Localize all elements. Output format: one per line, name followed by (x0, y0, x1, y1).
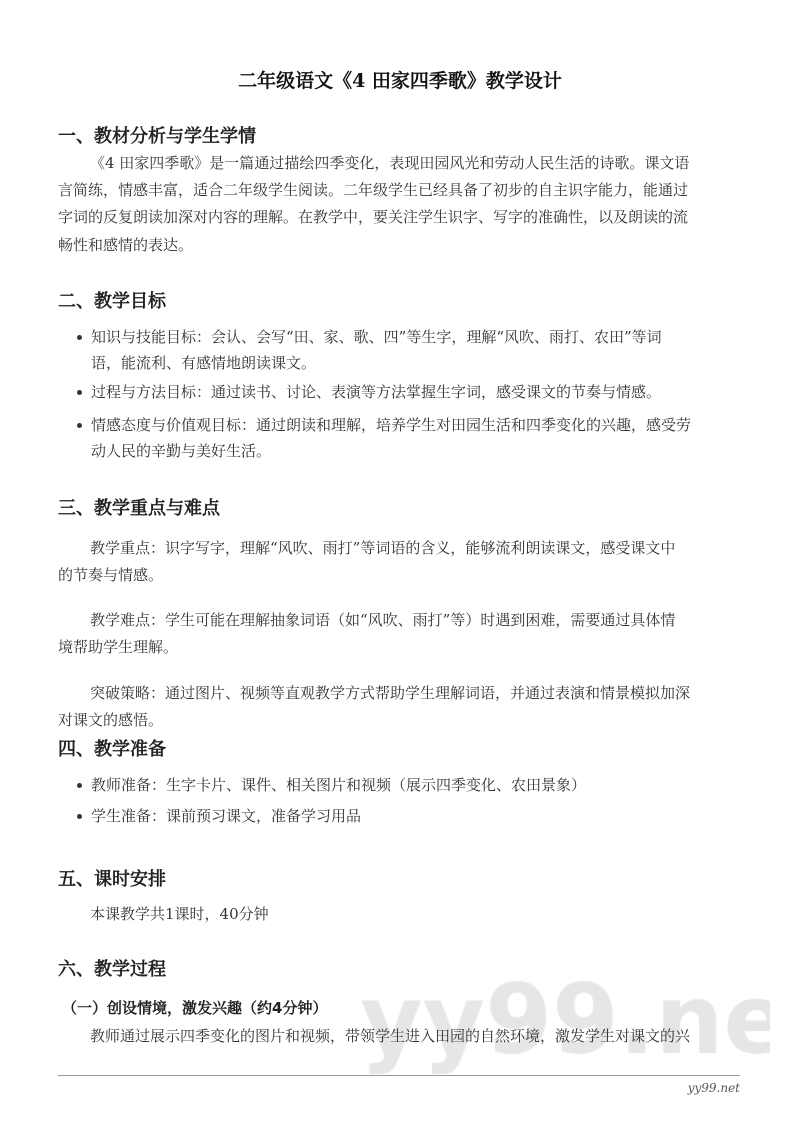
footer-divider (58, 1075, 740, 1076)
paragraph-line: 畅性和感情的表达。 (58, 236, 194, 254)
bullet-icon (77, 814, 82, 819)
bullet-line: 语，能流利、有感情地朗读课文。 (91, 354, 317, 372)
paragraph-line: 境帮助学生理解。 (58, 638, 179, 656)
bullet-icon (77, 783, 82, 788)
subsection-heading: （一）创设情境，激发兴趣（约4分钟） (62, 999, 328, 1017)
bullet-line: 教师准备：生字卡片、课件、相关图片和视频（展示四季变化、农田景象） (91, 776, 587, 794)
section-heading: 六、教学过程 (58, 959, 166, 980)
bullet-icon (77, 335, 82, 340)
document-title: 二年级语文《4 田家四季歌》教学设计 (238, 70, 562, 92)
paragraph-line: 字词的反复朗读加深对内容的理解。在教学中，要关注学生识字、写字的准确性，以及朗读的流 (58, 208, 689, 226)
paragraph-line: 《4 田家四季歌》是一篇通过描绘四季变化，表现田园风光和劳动人民生活的诗歌。课文语 (90, 154, 690, 172)
section-heading: 四、教学准备 (58, 739, 166, 760)
section-heading: 五、课时安排 (58, 869, 166, 890)
paragraph-line: 的节奏与情感。 (58, 566, 164, 584)
bullet-line: 情感态度与价值观目标：通过朗读和理解，培养学生对田园生活和四季变化的兴趣，感受劳 (91, 416, 692, 434)
paragraph-line: 教师通过展示四季变化的图片和视频，带领学生进入田园的自然环境，激发学生对课文的兴 (90, 1027, 691, 1045)
section-heading: 二、教学目标 (58, 291, 166, 312)
footer-text: yy99.net (687, 1081, 740, 1095)
bullet-line: 过程与方法目标：通过读书、讨论、表演等方法掌握生字词，感受课文的节奏与情感。 (91, 383, 662, 401)
paragraph-line: 对课文的感悟。 (58, 711, 164, 729)
paragraph-line: 突破策略：通过图片、视频等直观教学方式帮助学生理解词语，并通过表演和情景模拟加深 (90, 684, 691, 702)
bullet-line: 知识与技能目标：会认、会写“田、家、歌、四”等生字，理解“风吹、雨打、农田”等词 (91, 328, 662, 346)
bullet-line: 学生准备：课前预习课文，准备学习用品 (91, 807, 362, 825)
paragraph-line: 教学重点：识字写字，理解“风吹、雨打”等词语的含义，能够流利朗读课文，感受课文中 (90, 539, 676, 557)
paragraph-line: 教学难点：学生可能在理解抽象词语（如“风吹、雨打”等）时遇到困难，需要通过具体情 (90, 611, 676, 629)
bullet-line: 动人民的辛勤与美好生活。 (91, 442, 272, 460)
section-heading: 一、教材分析与学生学情 (58, 126, 256, 147)
section-heading: 三、教学重点与难点 (58, 498, 220, 519)
bullet-icon (77, 423, 82, 428)
paragraph-line: 言简练，情感丰富，适合二年级学生阅读。二年级学生已经具备了初步的自主识字能力，能通过 (58, 181, 689, 199)
bullet-icon (77, 390, 82, 395)
paragraph-line: 本课教学共1课时，40分钟 (90, 905, 269, 923)
